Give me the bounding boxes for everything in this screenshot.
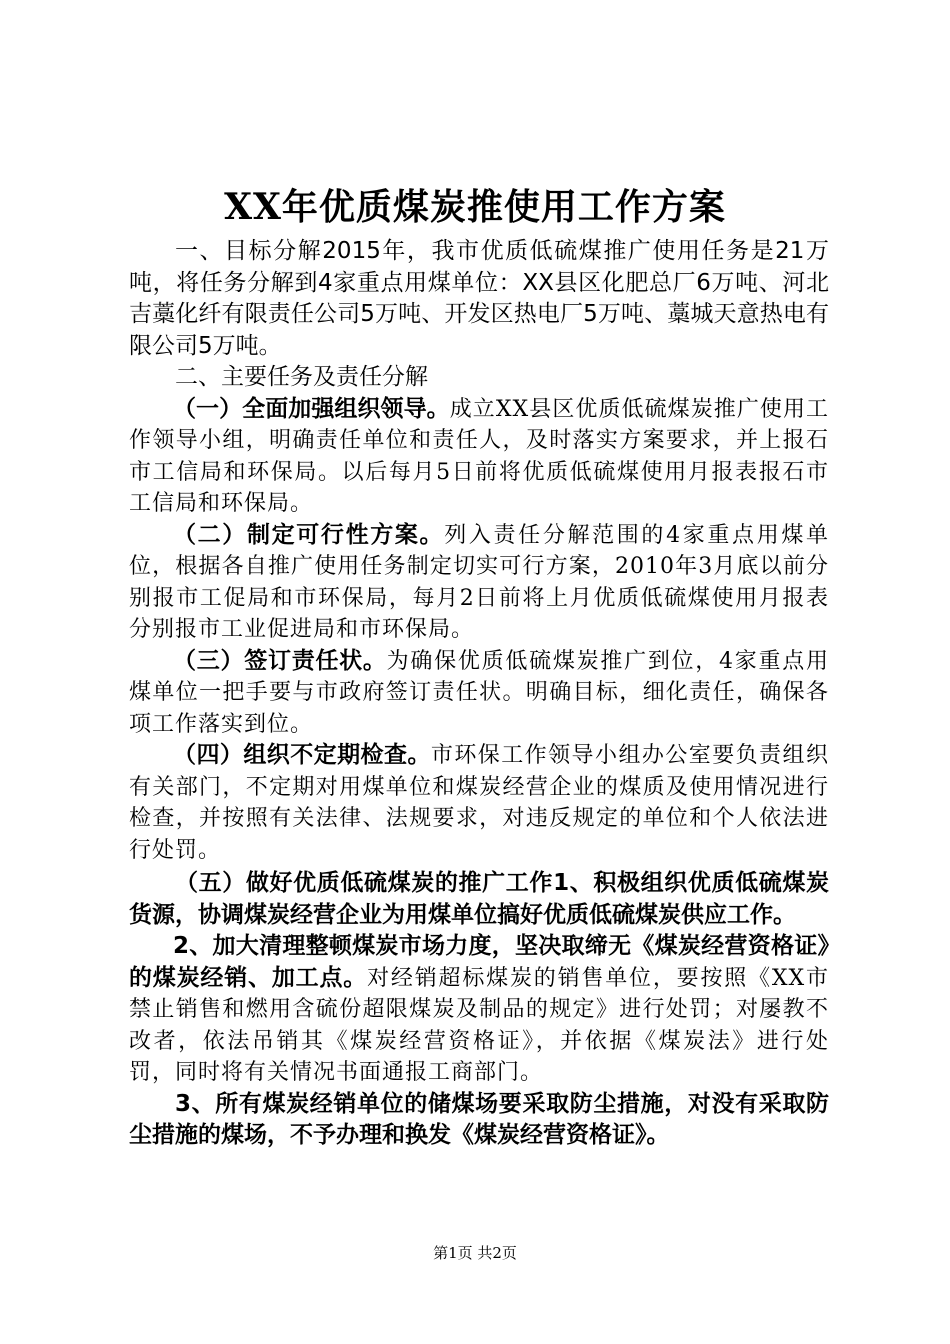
section-2-text: 列入责任分解范围的4家重点用煤单位，根据各自推广使用任务制定切实可行方案，2010年3月底以前分别报市工促局和市环保局，每月2日前将上月优质低硫煤使用月报表分别报市工业促进局和市环保局。	[129, 522, 830, 642]
paragraph-section-3	[129, 646, 829, 741]
section-3-text: 为确保优质低硫煤炭推广到位，4家重点用煤单位一把手要与市政府签订责任状。明确目标，细化责任，确保各项工作落实到位。	[129, 648, 830, 737]
paragraph-section-2	[129, 520, 829, 646]
paragraph-section-4	[129, 740, 829, 866]
section-1-text: 成立XX县区优质低硫煤炭推广使用工作领导小组，明确责任单位和责任人，及时落实方案要求，并上报石市工信局和环保局。以后每月5日前将优质低硫煤使用月报表报石市工信局和环保局。	[129, 396, 830, 516]
section-4-text: 市环保工作领导小组办公室要负责组织有关部门，不定期对用煤单位和煤炭经营企业的煤质及使用情况进行检查，并按照有关法律、法规要求，对违反规定的单位和个人依法进行处罚。	[129, 743, 829, 863]
heading-main-tasks: 二、主要任务及责任分解	[175, 364, 428, 390]
document-body	[129, 236, 829, 1152]
section-1-lead: （一）全面加强组织领导。	[173, 395, 450, 422]
paragraph-item-2	[129, 931, 829, 1089]
paragraph-section-5: （五）做好优质低硫煤炭的推广工作1、积极组织优质低硫煤炭货源，协调煤炭经营企业为用煤单位搞好优质低硫煤炭供应工作。	[129, 870, 829, 928]
page-footer: 第1页 共2页	[433, 1244, 517, 1262]
paragraph-section-1	[129, 394, 829, 520]
item-2-lead: 2、加大清理整顿煤炭市场力度，坚决取缔无《煤炭经营资格证》的煤炭经销、加工点。	[129, 933, 829, 991]
paragraph-target-breakdown: 一、目标分解2015年，我市优质低硫煤推广使用任务是21万吨，将任务分解到4家重点用煤单位：XX县区化肥总厂6万吨、河北吉藁化纤有限责任公司5万吨、开发区热电厂5万吨、藁城天意热电有限公司5万吨。	[129, 238, 829, 359]
section-2-lead: （二）制定可行性方案。	[173, 521, 445, 548]
section-4-lead: （四）组织不定期检查。	[173, 742, 431, 768]
paragraph-item-3: 3、所有煤炭经销单位的储煤场要采取防尘措施，对没有采取防尘措施的煤场，不予办理和换发《煤炭经营资格证》。	[129, 1090, 829, 1148]
document-title: XX年优质煤炭推使用工作方案	[224, 186, 726, 228]
item-2-text: 对经销超标煤炭的销售单位，要按照《XX市禁止销售和燃用含硫份超限煤炭及制品的规定》进行处罚；对屡教不改者，依法吊销其《煤炭经营资格证》，并依据《煤炭法》进行处罚，同时将有关情况书面通报工商部门。	[129, 965, 830, 1085]
section-3-lead: （三）签订责任状。	[173, 647, 387, 674]
